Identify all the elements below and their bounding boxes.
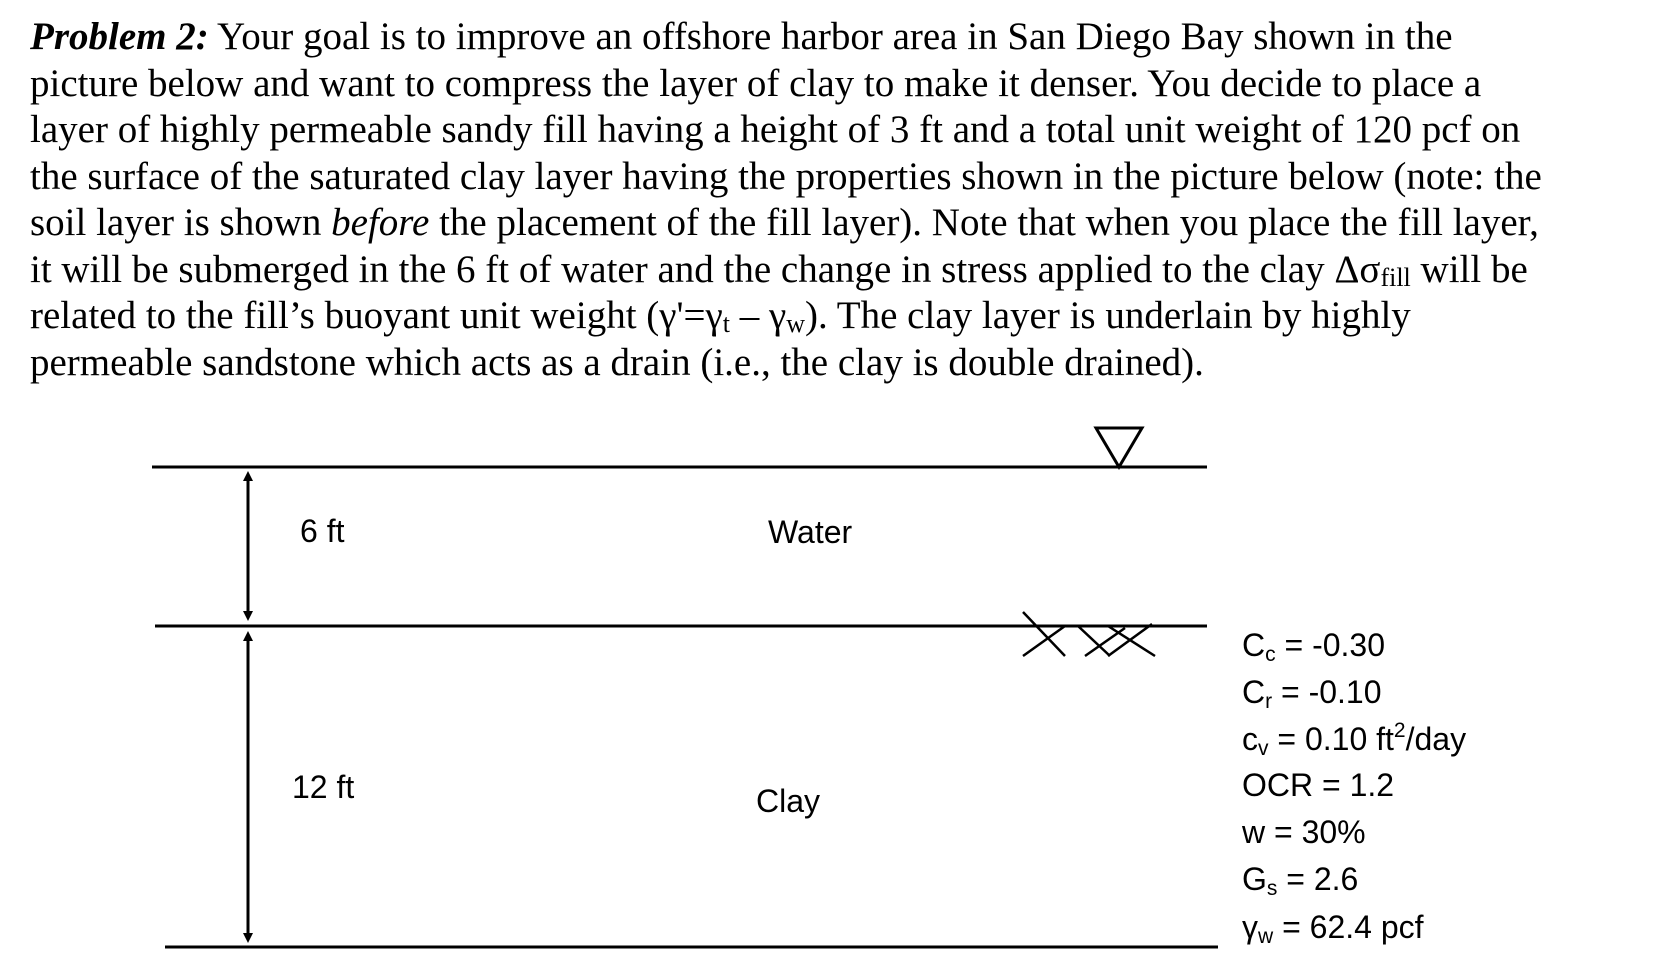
problem-line-1: Problem 2: Your goal is to improve an offshore harbor area in San Diego Bay shown in the — [30, 15, 1453, 58]
emphasis-before: before — [331, 201, 430, 244]
water-unit-weight: γw = 62.4 pcf — [1242, 909, 1424, 948]
problem-line-6: it will be submerged in the 6 ft of water and the change in stress applied to the clay $\Delta\sigma_{fill}$ will be — [30, 247, 1528, 292]
problem-line-3: layer of highly permeable sandy fill having a height of 3 ft and a total unit weight of 120 pcf on — [30, 108, 1521, 151]
water-depth-label: 6 ft — [300, 513, 345, 549]
problem-line-4: the surface of the saturated clay layer having the properties shown in the picture below (note: the — [30, 154, 1542, 198]
ocr-value: OCR = 1.2 — [1242, 767, 1395, 803]
ground-hatch-icon — [1023, 612, 1155, 656]
water-label: Water — [768, 514, 853, 550]
clay-label: Clay — [756, 783, 821, 819]
water-table-symbol — [1096, 428, 1142, 467]
clay-properties — [1241, 627, 1466, 948]
problem-line-8: permeable sandstone which acts as a drain (i.e., the clay is double drained). — [30, 340, 1204, 384]
problem-title: Problem 2: — [30, 15, 209, 58]
clay-thickness-label: 12 ft — [292, 769, 355, 805]
problem-line-5: soil layer is shown before the placement of the fill layer). Note that when you place the fill layer, — [30, 201, 1539, 244]
consolidation-coefficient: cv = 0.10 $ft^2$/day — [1242, 719, 1467, 760]
problem-line-7: related to the fill’s buoyant unit weight $(\gamma'=\gamma_t - \gamma_w)$. The clay layer is underlain by highly — [30, 294, 1411, 338]
problem-line-2: picture below and want to compress the layer of clay to make it denser. You decide to place a — [30, 61, 1482, 105]
compression-index: Cc = -0.30 — [1242, 627, 1386, 666]
specific-gravity: Gs = 2.6 — [1242, 861, 1359, 900]
recompression-index: Cr = -0.10 — [1242, 674, 1382, 713]
water-content: w = 30% — [1242, 814, 1366, 850]
